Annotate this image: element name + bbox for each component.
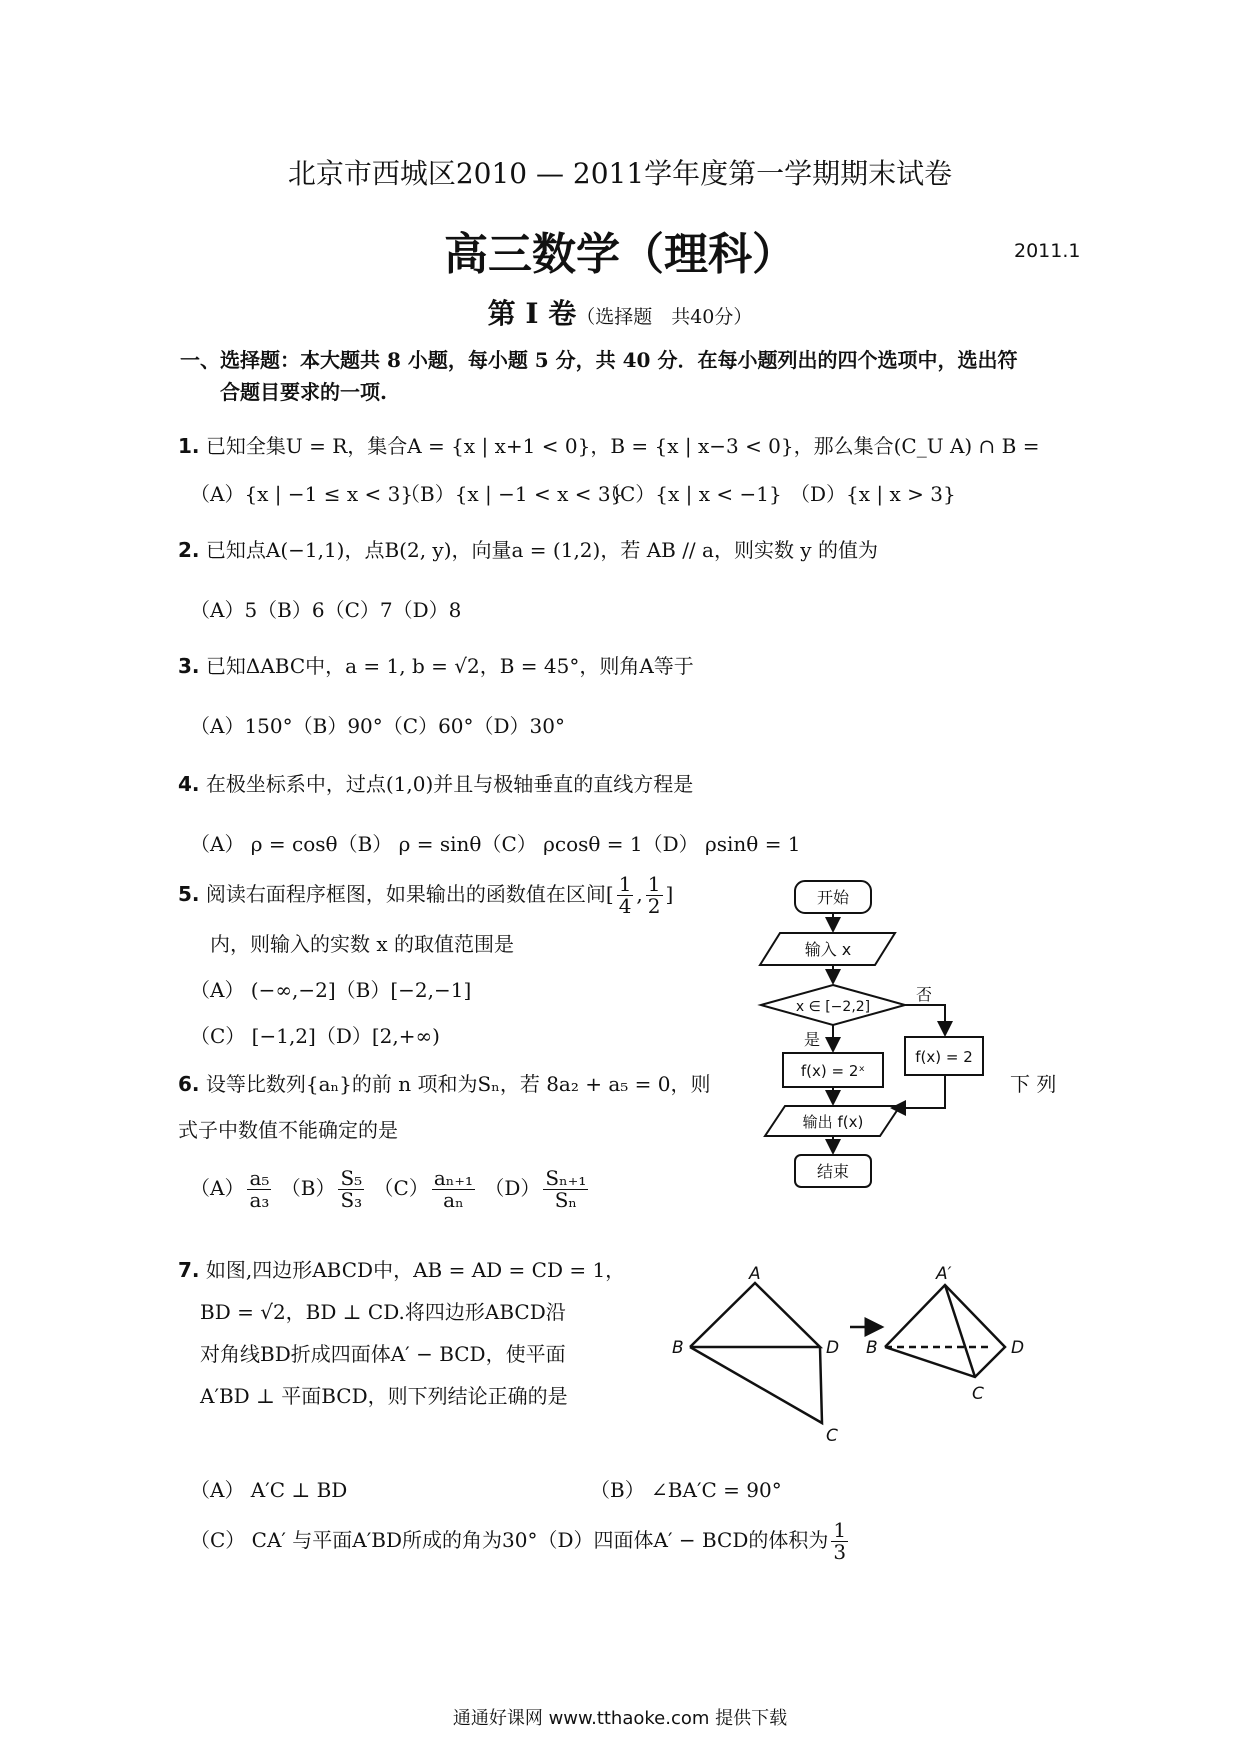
label-b2: B bbox=[866, 1338, 878, 1358]
label-d2: D bbox=[1011, 1338, 1025, 1358]
question-stem: 如图,四边形ABCD中，AB = AD = CD = 1， bbox=[205, 1258, 626, 1282]
question-5-options-cd: （C） [−1,2]（D）[2,+∞) bbox=[190, 1024, 440, 1048]
label-b: B bbox=[672, 1338, 684, 1358]
question-stem: 已知ΔABC中，a = 1, b = √2，B = 45°，则角A等于 bbox=[205, 654, 694, 678]
fraction-numerator: 1 bbox=[647, 872, 661, 896]
volume-title-text: 第 I 卷 bbox=[487, 297, 577, 330]
option-label: （D） bbox=[484, 1176, 541, 1200]
question-2-options: （A）5（B）6（C）7（D）8 bbox=[190, 598, 462, 622]
flow-start-text: 开始 bbox=[816, 888, 850, 907]
question-6-options bbox=[190, 1168, 591, 1211]
question-5-stem-cont: 内，则输入的实数 x 的取值范围是 bbox=[210, 932, 514, 956]
option-a-fraction bbox=[247, 1168, 271, 1211]
exam-date: 2011.1 bbox=[1014, 240, 1081, 262]
question-6 bbox=[178, 1068, 710, 1097]
volume-note: （选择题 共40分） bbox=[576, 306, 753, 328]
flow-no-label: 否 bbox=[916, 985, 933, 1004]
flow-end-text: 结束 bbox=[816, 1162, 850, 1181]
question-6-stem-cont: 式子中数值不能确定的是 bbox=[178, 1118, 398, 1142]
section-instructions: 一、选择题：本大题共 8 小题，每小题 5 分，共 40 分．在每小题列出的四个选项中，选出符 bbox=[180, 348, 1018, 372]
interval-close: ] bbox=[665, 882, 674, 906]
fraction-numerator: Sₙ₊₁ bbox=[545, 1166, 587, 1190]
fraction-denominator: Sₙ bbox=[554, 1188, 578, 1212]
question-1-option-d: （D）{x | x > 3} bbox=[790, 482, 956, 506]
question-1-option-a: （A）{x | −1 ≤ x < 3} bbox=[190, 482, 414, 506]
page-title: 高三数学（理科） bbox=[444, 229, 796, 280]
question-1 bbox=[178, 430, 1039, 459]
question-number: 1. bbox=[178, 434, 200, 458]
question-7-option-b: （B） ∠BA′C = 90° bbox=[590, 1478, 782, 1502]
program-flowchart bbox=[740, 875, 1000, 1205]
quad-triangle-bcd bbox=[690, 1347, 822, 1423]
flow-condition-text: x ∈ [−2,2] bbox=[795, 999, 871, 1015]
flow-output-text: 输出 f(x) bbox=[802, 1113, 864, 1131]
question-stem: 已知全集U = R，集合A = {x | x+1 < 0}，B = {x | x−3 < 0}，那么集合(C_U A) ∩ B = bbox=[205, 434, 1040, 458]
question-stem: 设等比数列{aₙ}的前 n 项和为Sₙ，若 8a₂ + a₅ = 0，则 bbox=[205, 1072, 711, 1096]
label-a: A bbox=[749, 1265, 761, 1284]
label-a-prime: A′ bbox=[936, 1265, 952, 1284]
fraction-denominator: aₙ bbox=[443, 1188, 464, 1212]
question-7-options-cd bbox=[190, 1520, 851, 1563]
question-5: 5. 阅读右面程序框图，如果输出的函数值在区间[ $\frac{1}{4}$ , $\frac{1}{2}$ ] bbox=[178, 872, 674, 918]
question-number: 3. bbox=[178, 654, 200, 678]
page-footer: 通通好课网 www.tthaoke.com 提供下载 bbox=[452, 1708, 788, 1729]
label-c: C bbox=[826, 1426, 838, 1445]
fraction-numerator: S₅ bbox=[340, 1166, 363, 1190]
exam-header: 北京市西城区2010 — 2011学年度第一学期期末试卷 bbox=[287, 157, 953, 190]
volume-title bbox=[0, 292, 1240, 332]
fraction-denominator: 3 bbox=[833, 1540, 847, 1564]
label-c2: C bbox=[972, 1384, 984, 1404]
question-1-option-c: （C）{x | x < −1} bbox=[600, 482, 782, 506]
option-d-fraction bbox=[543, 1168, 588, 1211]
fraction-numerator: 1 bbox=[618, 872, 632, 896]
label-d: D bbox=[826, 1338, 840, 1358]
question-1-option-b: （B）{x | −1 < x < 3} bbox=[400, 482, 624, 506]
question-3-options: （A）150°（B）90°（C）60°（D）30° bbox=[190, 714, 565, 738]
question-4 bbox=[178, 768, 693, 797]
fraction-denominator: 4 bbox=[618, 894, 632, 918]
question-3 bbox=[178, 650, 694, 679]
fraction-numerator: aₙ₊₁ bbox=[433, 1166, 474, 1190]
option-d-fraction bbox=[831, 1520, 848, 1563]
flow-no-box-text: f(x) = 2 bbox=[915, 1048, 973, 1066]
question-6-stem-tail: 下 列 bbox=[1010, 1072, 1057, 1096]
question-7-stem-4: A′BD ⊥ 平面BCD，则下列结论正确的是 bbox=[200, 1384, 568, 1408]
question-stem: 阅读右面程序框图，如果输出的函数值在区间[ bbox=[205, 882, 614, 906]
quadrilateral-folding-figure bbox=[660, 1265, 1080, 1445]
option-text: （C） CA′ 与平面A′BD所成的角为30°（D）四面体A′ − BCD的体积为 bbox=[190, 1528, 829, 1552]
interval-lower-fraction bbox=[617, 874, 634, 917]
question-number: 6. bbox=[178, 1072, 200, 1096]
question-4-options: （A） ρ = cosθ（B） ρ = sinθ（C） ρcosθ = 1（D） ρsinθ = 1 bbox=[190, 832, 801, 856]
option-c-fraction bbox=[432, 1168, 475, 1211]
fraction-numerator: a₅ bbox=[249, 1166, 270, 1190]
question-5-options-ab: （A） (−∞,−2]（B）[−2,−1] bbox=[190, 978, 472, 1002]
tetra-outline bbox=[885, 1285, 1005, 1377]
question-number: 4. bbox=[178, 772, 200, 796]
question-number: 7. bbox=[178, 1258, 200, 1282]
fraction-denominator: 2 bbox=[647, 894, 661, 918]
question-2 bbox=[178, 534, 878, 563]
section-instructions-cont: 合题目要求的一项. bbox=[220, 380, 387, 404]
question-7 bbox=[178, 1254, 625, 1283]
option-label: （B） bbox=[280, 1176, 336, 1200]
quad-triangle-abd bbox=[690, 1283, 820, 1347]
question-stem: 在极坐标系中，过点(1,0)并且与极轴垂直的直线方程是 bbox=[205, 772, 694, 796]
question-7-option-a: （A） A′C ⊥ BD bbox=[190, 1478, 348, 1502]
interval-upper-fraction bbox=[646, 874, 663, 917]
option-label: （C） bbox=[373, 1176, 429, 1200]
option-label: （A） bbox=[190, 1176, 245, 1200]
question-stem: 已知点A(−1,1)，点B(2, y)，向量a = (1,2)，若 AB // a，则实数 y 的值为 bbox=[205, 538, 878, 562]
flow-yes-label: 是 bbox=[804, 1030, 821, 1049]
fraction-numerator: 1 bbox=[833, 1518, 847, 1542]
question-number: 2. bbox=[178, 538, 200, 562]
flow-yes-box-text: f(x) = 2ˣ bbox=[800, 1062, 866, 1080]
fraction-denominator: S₃ bbox=[340, 1188, 363, 1212]
question-7-stem-2: BD = √2，BD ⊥ CD.将四边形ABCD沿 bbox=[200, 1300, 566, 1324]
option-b-fraction bbox=[338, 1168, 364, 1211]
flow-input-text: 输入 x bbox=[804, 940, 852, 959]
question-number: 5. bbox=[178, 882, 200, 906]
fraction-denominator: a₃ bbox=[249, 1188, 270, 1212]
question-7-stem-3: 对角线BD折成四面体A′ − BCD，使平面 bbox=[200, 1342, 566, 1366]
